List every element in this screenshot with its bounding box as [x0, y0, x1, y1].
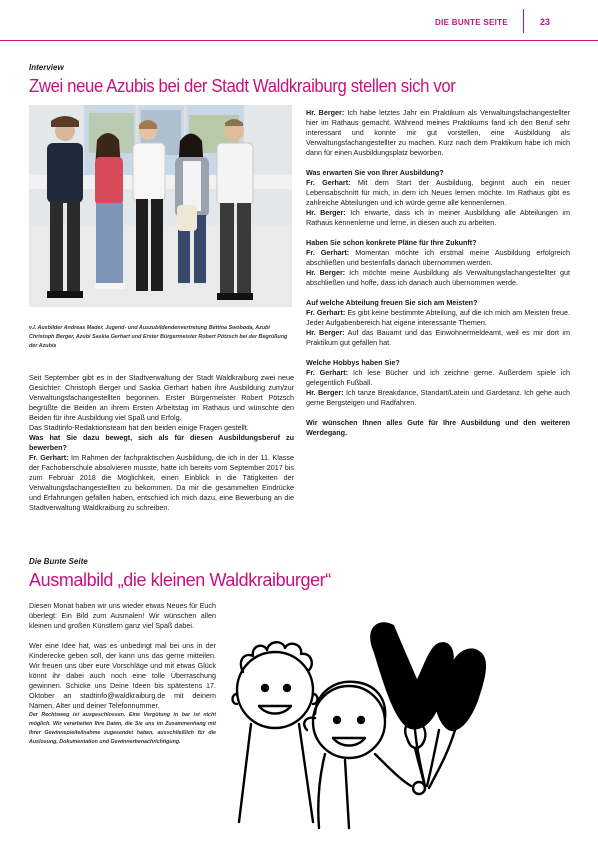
coloring-paragraph-1: Diesen Monat haben wir uns wieder etwas Neues für Euch überlegt: Ein Bild zum Ausmalen! Wir wünschen allen kleinen und großen Künstlern ganz viel Spaß dabei. [29, 601, 216, 630]
closing-wish: Wir wünschen Ihnen alles Gute für Ihre Ausbildung und den weiteren Werdegang. [306, 418, 570, 437]
answer-4-berger: Hr. Berger: Auf das Bauamt und das Einwohnermeldeamt, weil es mir dort im Praktikum gut gefallen hat. [306, 328, 570, 347]
photo-caption: v.l. Ausbilder Andreas Mader, Jugend- und Auszubildendenvertretung Bettina Swoboda, Azubi Christoph Berger, Azubi Saskia Gerhart und Erster Bürgermeister Robert Pötzsch bei der Begrüßung der Azubis [29, 325, 288, 349]
answer-3-gerhart: Fr. Gerhart: Momentan möchte ich erstmal meine Ausbildung erfolgreich abschließen und bestenfalls danach übernommen werden. [306, 248, 570, 267]
coloring-paragraph-2: Wer eine Idee hat, was es unbedingt mal bei uns in der Kinderecke geben soll, der kann uns das gerne mitteilen. Wir freuen uns über eure Vorschläge und mit etwas Glück könnt ihr dabei auch noch eine tolle Überraschung gewinnen. Schicke uns Deine Ideen bis spätestens 17. Oktober an stadtinfo@waldkraiburg.de mit deinem Namen, Alter und deiner Telefonnummer. [29, 641, 216, 710]
header-rule [0, 40, 598, 41]
answer-1-berger: Hr. Berger: Ich habe letztes Jahr ein Praktikum als Verwaltungsfachangestellter hier im Rathaus gemacht. Während meines Praktikums fand ich den Beruf sehr interessant und konnte mir gut vorstellen, eine Ausbildung als Verwaltungsfachangestellter zu machen. Kurz nach dem Praktikum habe ich mich dann für einen Ausbildungsplatz beworben. [306, 108, 570, 157]
legal-disclaimer: Der Rechtsweg ist ausgeschlossen. Eine Vergütung in bar ist nicht möglich. Wir verarbeiten Ihre Daten, die Sie uns im Zusammenhang mit Ihrer Gewinnspielteilnahme zugesendet haben, ausschließlich für die Auslosung, Dokumentation und Gewinnerbenachrichtigung. [29, 712, 216, 745]
interview-title: Zwei neue Azubis bei der Stadt Waldkraiburg stellen sich vor [29, 76, 456, 96]
coloring-title: Ausmalbild „die kleinen Waldkraiburger“ [29, 570, 331, 590]
coloring-text [29, 601, 216, 747]
header-divider [523, 9, 524, 33]
section-label: DIE BUNTE SEITE [435, 18, 508, 27]
answer-1-gerhart: Fr. Gerhart: Im Rahmen der fachpraktischen Ausbildung, die ich in der 11. Klasse der Fachoberschule absolvieren musste, hatte ich bereits vom September 2017 bis zum Februar 2018 die Möglichkeit, einen Einblick in die Tätigkeiten der Verwaltungsfachangestellten zu bekommen. Da mir die gesammelten Eindrücke und Erfahrungen gefallen haben, entschied ich mich dazu, eine Bewerbung an die Stadtverwaltung Waldkraiburg zu schreiben. [29, 453, 294, 512]
answer-5-gerhart: Fr. Gerhart: Ich lese Bücher und ich zeichne gerne. Außerdem spiele ich gelegentlich Fußball. [306, 368, 570, 387]
group-photo [29, 105, 292, 307]
interview-right-column [306, 108, 570, 438]
interview-kicker: Interview [29, 63, 64, 72]
question-2: Was erwarten Sie von Ihrer Ausbildung? [306, 168, 444, 177]
intro-paragraph-2: Das Stadtinfo-Redaktionsteam hat den beiden einige Fragen gestellt. [29, 423, 249, 432]
coloring-kicker: Die Bunte Seite [29, 557, 88, 566]
answer-2-berger: Hr. Berger: Ich erwarte, dass ich in meiner Ausbildung alle Abteilungen im Rathaus kennenlerne und lerne, in diesen auch zu arbeiten. [306, 208, 570, 227]
question-1: Was hat Sie dazu bewegt, sich als für diesen Ausbildungsberuf zu bewerben? [29, 433, 294, 452]
answer-3-berger: Hr. Berger: Ich möchte meine Ausbildung als Verwaltungsfachangestellter gut abschließen und hoffe, dass ich danach auch übernommen werde. [306, 268, 570, 287]
interview-left-column [29, 373, 294, 513]
question-5: Welche Hobbys haben Sie? [306, 358, 400, 367]
intro-paragraph: Seit September gibt es in der Stadtverwaltung der Stadt Waldkraiburg zwei neue Gesichter: Christoph Berger und Saskia Gerhart haben ihre Ausbildung zum/zur Verwaltungsfachangestellten begonnen. Erster Bürgermeister Robert Pötzsch begrüßte die Beiden an ihrem Ersten Arbeitstag im Rathaus und wünschte den Beiden für ihre Ausbildung viel Spaß und Erfolg. [29, 373, 294, 422]
answer-4-gerhart: Fr. Gerhart: Es gibt keine bestimmte Abteilung, auf die ich mich am Meisten freue. Jeder Aufgabenbereich hat eigene interessante Themen. [306, 308, 570, 327]
question-4: Auf welche Abteilung freuen Sie sich am Meisten? [306, 298, 478, 307]
coloring-illustration [225, 590, 585, 835]
question-3: Haben Sie schon konkrete Pläne für Ihre Zukunft? [306, 238, 477, 247]
answer-5-berger: Hr. Berger: Ich tanze Breakdance, Standart/Latein und Gardetanz. Ich gehe auch gerne Bergsteigen und Radfahren. [306, 388, 571, 407]
page-number: 23 [540, 17, 551, 27]
answer-2-gerhart: Fr. Gerhart: Mit dem Start der Ausbildung, beginnt auch ein neuer Lebensabschnitt für mich, in dem ich Neues lernen möchte. Im Rathaus gibt es zahlreiche Abteilungen und ich würde gerne alle kennenlernen. [306, 178, 570, 207]
